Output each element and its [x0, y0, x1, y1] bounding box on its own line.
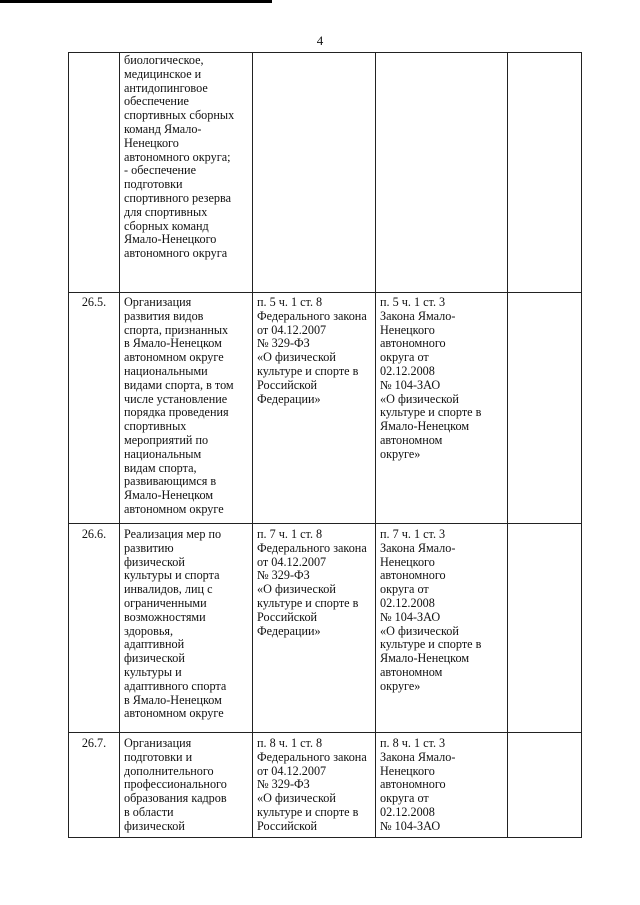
cell-text-line: спортивного резерва — [124, 190, 231, 205]
cell-text-line: от 04.12.2007 — [257, 554, 327, 569]
cell-text-line: п. 7 ч. 1 ст. 8 — [257, 527, 323, 541]
cell-text-line: обеспечение — [124, 94, 189, 109]
cell-text-line: п. 8 ч. 1 ст. 3 — [380, 736, 446, 750]
cell-text-line: Федерального закона — [257, 308, 367, 323]
table-row — [69, 53, 582, 293]
cell-text-line: Реализация мер по — [124, 527, 222, 541]
cell-text-line: Федерации» — [257, 623, 321, 638]
cell-text-line: профессионального — [124, 777, 227, 792]
cell-text-line: развивающимся в — [124, 474, 217, 489]
notes-cell — [508, 293, 582, 524]
cell-text-line: Ненецкого — [124, 135, 179, 150]
cell-text-line: видами спорта, в том — [124, 377, 234, 392]
cell-text-line: числе установление — [124, 391, 228, 406]
cell-text-line: развитию — [124, 540, 174, 555]
table-row — [69, 733, 582, 838]
cell-text-line: от 04.12.2007 — [257, 322, 327, 337]
cell-text-line: автономного округа; — [124, 149, 231, 164]
cell-text-line: подготовки и — [124, 749, 193, 764]
cell-text-line: автономном округе — [124, 350, 224, 365]
cell-text-line: автономного — [380, 568, 446, 583]
cell-text-line: Организация — [124, 295, 192, 309]
federal-law-cell — [253, 53, 376, 293]
cell-text-line: Федерального закона — [257, 540, 367, 555]
cell-text-line: Закона Ямало- — [380, 749, 456, 764]
cell-text-line: здоровья, — [124, 623, 174, 638]
cell-text-line: Российской — [257, 609, 318, 624]
cell-text-line: дополнительного — [124, 763, 214, 778]
cell-text-line: в Ямало-Ненецком — [124, 336, 222, 351]
federal-law-cell — [253, 733, 376, 838]
cell-text-line: № 104-ЗАО — [380, 377, 441, 392]
cell-text-line: инвалидов, лиц с — [124, 582, 213, 597]
item-number-cell — [69, 53, 120, 293]
cell-text-line: Закона Ямало- — [380, 308, 456, 323]
cell-text-line: Ямало-Ненецком — [380, 651, 470, 666]
cell-text-line: национальным — [124, 446, 202, 461]
regional-law-cell — [376, 293, 508, 524]
cell-text-line: Закона Ямало- — [380, 540, 456, 555]
cell-text-line: п. 7 ч. 1 ст. 3 — [380, 527, 446, 541]
cell-text-line: Ямало-Ненецком — [380, 419, 470, 434]
cell-text-line: Ненецкого — [380, 322, 435, 337]
cell-text-line: адаптивного спорта — [124, 678, 227, 693]
description-cell — [120, 733, 253, 838]
page-number: 4 — [316, 33, 324, 48]
cell-text-line: п. 5 ч. 1 ст. 8 — [257, 295, 323, 309]
description-cell — [120, 524, 253, 733]
table-row — [69, 524, 582, 733]
cell-text-line: п. 5 ч. 1 ст. 3 — [380, 295, 446, 309]
cell-text-line: № 329-ФЗ — [257, 568, 310, 583]
cell-text-line: «О физической — [380, 623, 459, 638]
cell-text-line: медицинское и — [124, 66, 202, 81]
cell-text-line: возможностями — [124, 609, 206, 624]
cell-text-line: физической — [124, 651, 185, 666]
cell-text-line: округе» — [380, 678, 421, 693]
cell-text-line: антидопинговое — [124, 80, 208, 95]
cell-text-line: Российской — [257, 377, 318, 392]
competence-table — [68, 52, 582, 838]
cell-text-line: округе» — [380, 446, 421, 461]
cell-text-line: № 329-ФЗ — [257, 777, 310, 792]
cell-text-line: 02.12.2008 — [380, 804, 435, 819]
item-number-cell: 26.6. — [69, 524, 120, 733]
cell-text-line: ограниченными — [124, 595, 207, 610]
description-cell — [120, 293, 253, 524]
cell-text-line: Российской — [257, 818, 318, 833]
cell-text-line: физической — [124, 818, 185, 833]
regional-law-cell — [376, 524, 508, 733]
cell-text-line: культуре и спорте в — [380, 405, 482, 420]
cell-text-line: 02.12.2008 — [380, 595, 435, 610]
cell-text-line: автономного — [380, 777, 446, 792]
cell-text-line: в Ямало-Ненецком — [124, 692, 222, 707]
cell-text-line: культуры и — [124, 664, 182, 679]
regional-law-cell — [376, 733, 508, 838]
cell-text-line: Ненецкого — [380, 763, 435, 778]
cell-text-line: порядка проведения — [124, 405, 229, 420]
cell-text-line: культуре и спорте в — [257, 595, 359, 610]
cell-text-line: «О физической — [257, 350, 336, 365]
cell-text-line: развития видов — [124, 308, 204, 323]
cell-text-line: № 104-ЗАО — [380, 609, 441, 624]
item-number-cell: 26.5. — [69, 293, 120, 524]
cell-text-line: для спортивных — [124, 204, 208, 219]
cell-text-line: «О физической — [257, 582, 336, 597]
cell-text-line: Федерации» — [257, 391, 321, 406]
cell-text-line: культуры и спорта — [124, 568, 220, 583]
notes-cell — [508, 53, 582, 293]
cell-text-line: округа от — [380, 582, 429, 597]
cell-text-line: Ненецкого — [380, 554, 435, 569]
cell-text-line: 02.12.2008 — [380, 363, 435, 378]
cell-text-line: культуре и спорте в — [380, 637, 482, 652]
cell-text-line: автономном — [380, 432, 443, 447]
cell-text-line: «О физической — [257, 791, 336, 806]
regional-law-cell — [376, 53, 508, 293]
cell-text-line: спортивных — [124, 419, 187, 434]
cell-text-line: культуре и спорте в — [257, 804, 359, 819]
cell-text-line: автономном округе — [124, 706, 224, 721]
item-number-cell: 26.7. — [69, 733, 120, 838]
table-row — [69, 293, 582, 524]
notes-cell — [508, 733, 582, 838]
cell-text-line: спорта, признанных — [124, 322, 229, 337]
cell-text-line: № 329-ФЗ — [257, 336, 310, 351]
cell-text-line: Ямало-Ненецком — [124, 488, 214, 503]
cell-text-line: Федерального закона — [257, 749, 367, 764]
cell-text-line: сборных команд — [124, 218, 209, 233]
cell-text-line: команд Ямало- — [124, 121, 202, 136]
description-cell — [120, 53, 253, 293]
cell-text-line: физической — [124, 554, 185, 569]
cell-text-line: округа от — [380, 350, 429, 365]
cell-text-line: Ямало-Ненецкого — [124, 232, 217, 247]
federal-law-cell — [253, 524, 376, 733]
cell-text-line: № 104-ЗАО — [380, 818, 441, 833]
cell-text-line: автономном округе — [124, 501, 224, 516]
cell-text-line: адаптивной — [124, 637, 185, 652]
cell-text-line: подготовки — [124, 177, 183, 192]
cell-text-line: автономного округа — [124, 246, 228, 261]
cell-text-line: округа от — [380, 791, 429, 806]
cell-text-line: Организация — [124, 736, 192, 750]
cell-text-line: автономного — [380, 336, 446, 351]
cell-text-line: мероприятий по — [124, 432, 209, 447]
cell-text-line: автономном — [380, 664, 443, 679]
cell-text-line: спортивных сборных — [124, 108, 235, 123]
cell-text-line: - обеспечение — [124, 163, 196, 178]
cell-text-line: национальными — [124, 363, 208, 378]
cell-text-line: от 04.12.2007 — [257, 763, 327, 778]
cell-text-line: в области — [124, 804, 174, 819]
notes-cell — [508, 524, 582, 733]
cell-text-line: образования кадров — [124, 791, 227, 806]
federal-law-cell — [253, 293, 376, 524]
cell-text-line: п. 8 ч. 1 ст. 8 — [257, 736, 323, 750]
cell-text-line: видам спорта, — [124, 460, 197, 475]
cell-text-line: культуре и спорте в — [257, 363, 359, 378]
cell-text-line: биологическое, — [124, 53, 204, 67]
cell-text-line: «О физической — [380, 391, 459, 406]
top-rule — [0, 0, 272, 3]
